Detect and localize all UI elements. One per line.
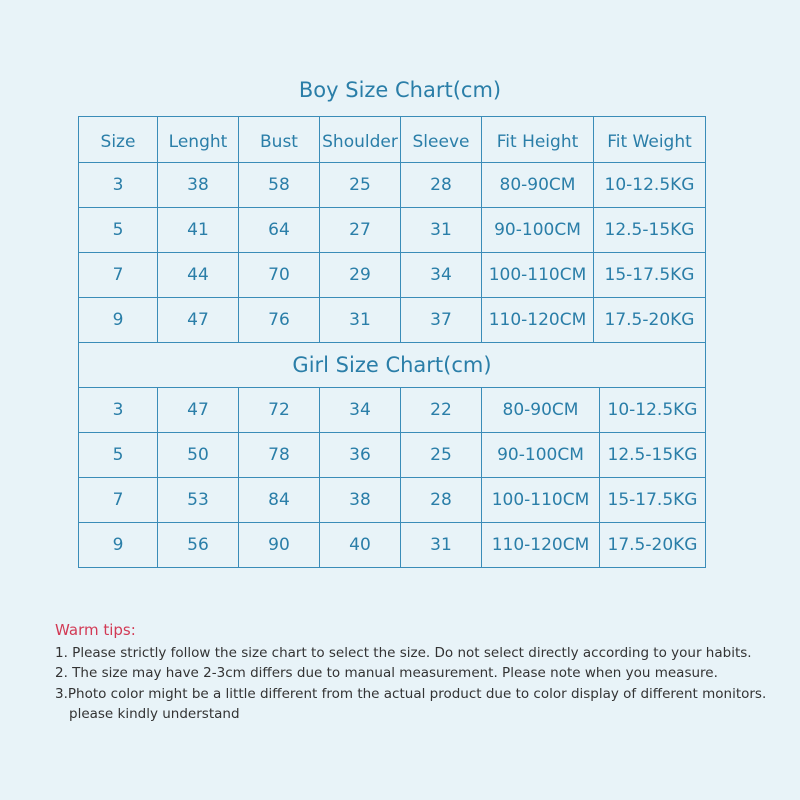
cell-shoulder: 27: [320, 208, 401, 253]
tip-line-2: 2. The size may have 2-3cm differs due to manual measurement. Please note when you measure.: [55, 665, 718, 681]
header-bust: Bust: [239, 117, 320, 163]
cell-fit-weight: 17.5-20KG: [594, 298, 706, 343]
size-chart-table: [78, 116, 706, 568]
tip-line-3: 3.Photo color might be a little different from the actual product due to color display of different monitors.: [55, 685, 767, 702]
cell-fit-weight: 15-17.5KG: [594, 253, 706, 298]
cell-bust: 58: [239, 163, 320, 208]
cell-fit-weight: 12.5-15KG: [600, 433, 706, 478]
cell-fit-weight: 10-12.5KG: [594, 163, 706, 208]
cell-bust: 90: [239, 523, 320, 568]
cell-sleeve: 31: [401, 523, 482, 568]
cell-fit-height: 80-90CM: [482, 388, 600, 433]
cell-size: 5: [79, 208, 158, 253]
cell-size: 3: [79, 388, 158, 433]
cell-length: 38: [158, 163, 239, 208]
cell-shoulder: 34: [320, 388, 401, 433]
header-length: Lenght: [158, 117, 239, 163]
cell-sleeve: 37: [401, 298, 482, 343]
cell-length: 50: [158, 433, 239, 478]
cell-length: 53: [158, 478, 239, 523]
header-sleeve: Sleeve: [401, 117, 482, 163]
cell-sleeve: 28: [401, 478, 482, 523]
cell-fit-height: 80-90CM: [482, 163, 594, 208]
cell-length: 56: [158, 523, 239, 568]
table-row: [79, 253, 706, 298]
tip-line-3-continued: please kindly understand: [69, 706, 240, 722]
cell-shoulder: 40: [320, 523, 401, 568]
cell-bust: 76: [239, 298, 320, 343]
cell-size: 9: [79, 523, 158, 568]
header-fit-height: Fit Height: [482, 117, 594, 163]
cell-fit-height: 110-120CM: [482, 523, 600, 568]
warm-tips-heading: Warm tips:: [55, 621, 136, 639]
cell-sleeve: 25: [401, 433, 482, 478]
cell-bust: 78: [239, 433, 320, 478]
cell-sleeve: 22: [401, 388, 482, 433]
cell-shoulder: 36: [320, 433, 401, 478]
cell-bust: 70: [239, 253, 320, 298]
header-shoulder: Shoulder: [320, 117, 401, 163]
cell-shoulder: 25: [320, 163, 401, 208]
table-header-row: [79, 117, 706, 163]
cell-shoulder: 29: [320, 253, 401, 298]
cell-length: 47: [158, 388, 239, 433]
cell-shoulder: 38: [320, 478, 401, 523]
table-row: [79, 433, 706, 478]
cell-fit-height: 90-100CM: [482, 433, 600, 478]
boy-size-chart-title: Boy Size Chart(cm): [298, 78, 502, 102]
cell-fit-weight: 12.5-15KG: [594, 208, 706, 253]
girl-title-row: [79, 343, 706, 388]
table-row: [79, 388, 706, 433]
cell-fit-height: 110-120CM: [482, 298, 594, 343]
cell-sleeve: 34: [401, 253, 482, 298]
header-fit-weight: Fit Weight: [594, 117, 706, 163]
cell-fit-height: 100-110CM: [482, 253, 594, 298]
tip-line-1: 1. Please strictly follow the size chart to select the size. Do not select directly according to your habits.: [55, 644, 752, 661]
cell-length: 47: [158, 298, 239, 343]
cell-fit-height: 90-100CM: [482, 208, 594, 253]
cell-size: 5: [79, 433, 158, 478]
cell-size: 3: [79, 163, 158, 208]
cell-shoulder: 31: [320, 298, 401, 343]
header-size: Size: [79, 117, 158, 163]
cell-bust: 84: [239, 478, 320, 523]
cell-size: 9: [79, 298, 158, 343]
cell-size: 7: [79, 253, 158, 298]
cell-bust: 72: [239, 388, 320, 433]
table-row: [79, 208, 706, 253]
warm-tips: [55, 620, 785, 725]
cell-sleeve: 28: [401, 163, 482, 208]
cell-fit-height: 100-110CM: [482, 478, 600, 523]
table-row: [79, 298, 706, 343]
cell-length: 41: [158, 208, 239, 253]
cell-sleeve: 31: [401, 208, 482, 253]
cell-size: 7: [79, 478, 158, 523]
cell-fit-weight: 10-12.5KG: [600, 388, 706, 433]
table-row: [79, 523, 706, 568]
cell-length: 44: [158, 253, 239, 298]
cell-fit-weight: 15-17.5KG: [600, 478, 706, 523]
girl-size-chart-title: Girl Size Chart(cm): [79, 343, 706, 388]
cell-fit-weight: 17.5-20KG: [600, 523, 706, 568]
table-row: [79, 163, 706, 208]
table-row: [79, 478, 706, 523]
cell-bust: 64: [239, 208, 320, 253]
